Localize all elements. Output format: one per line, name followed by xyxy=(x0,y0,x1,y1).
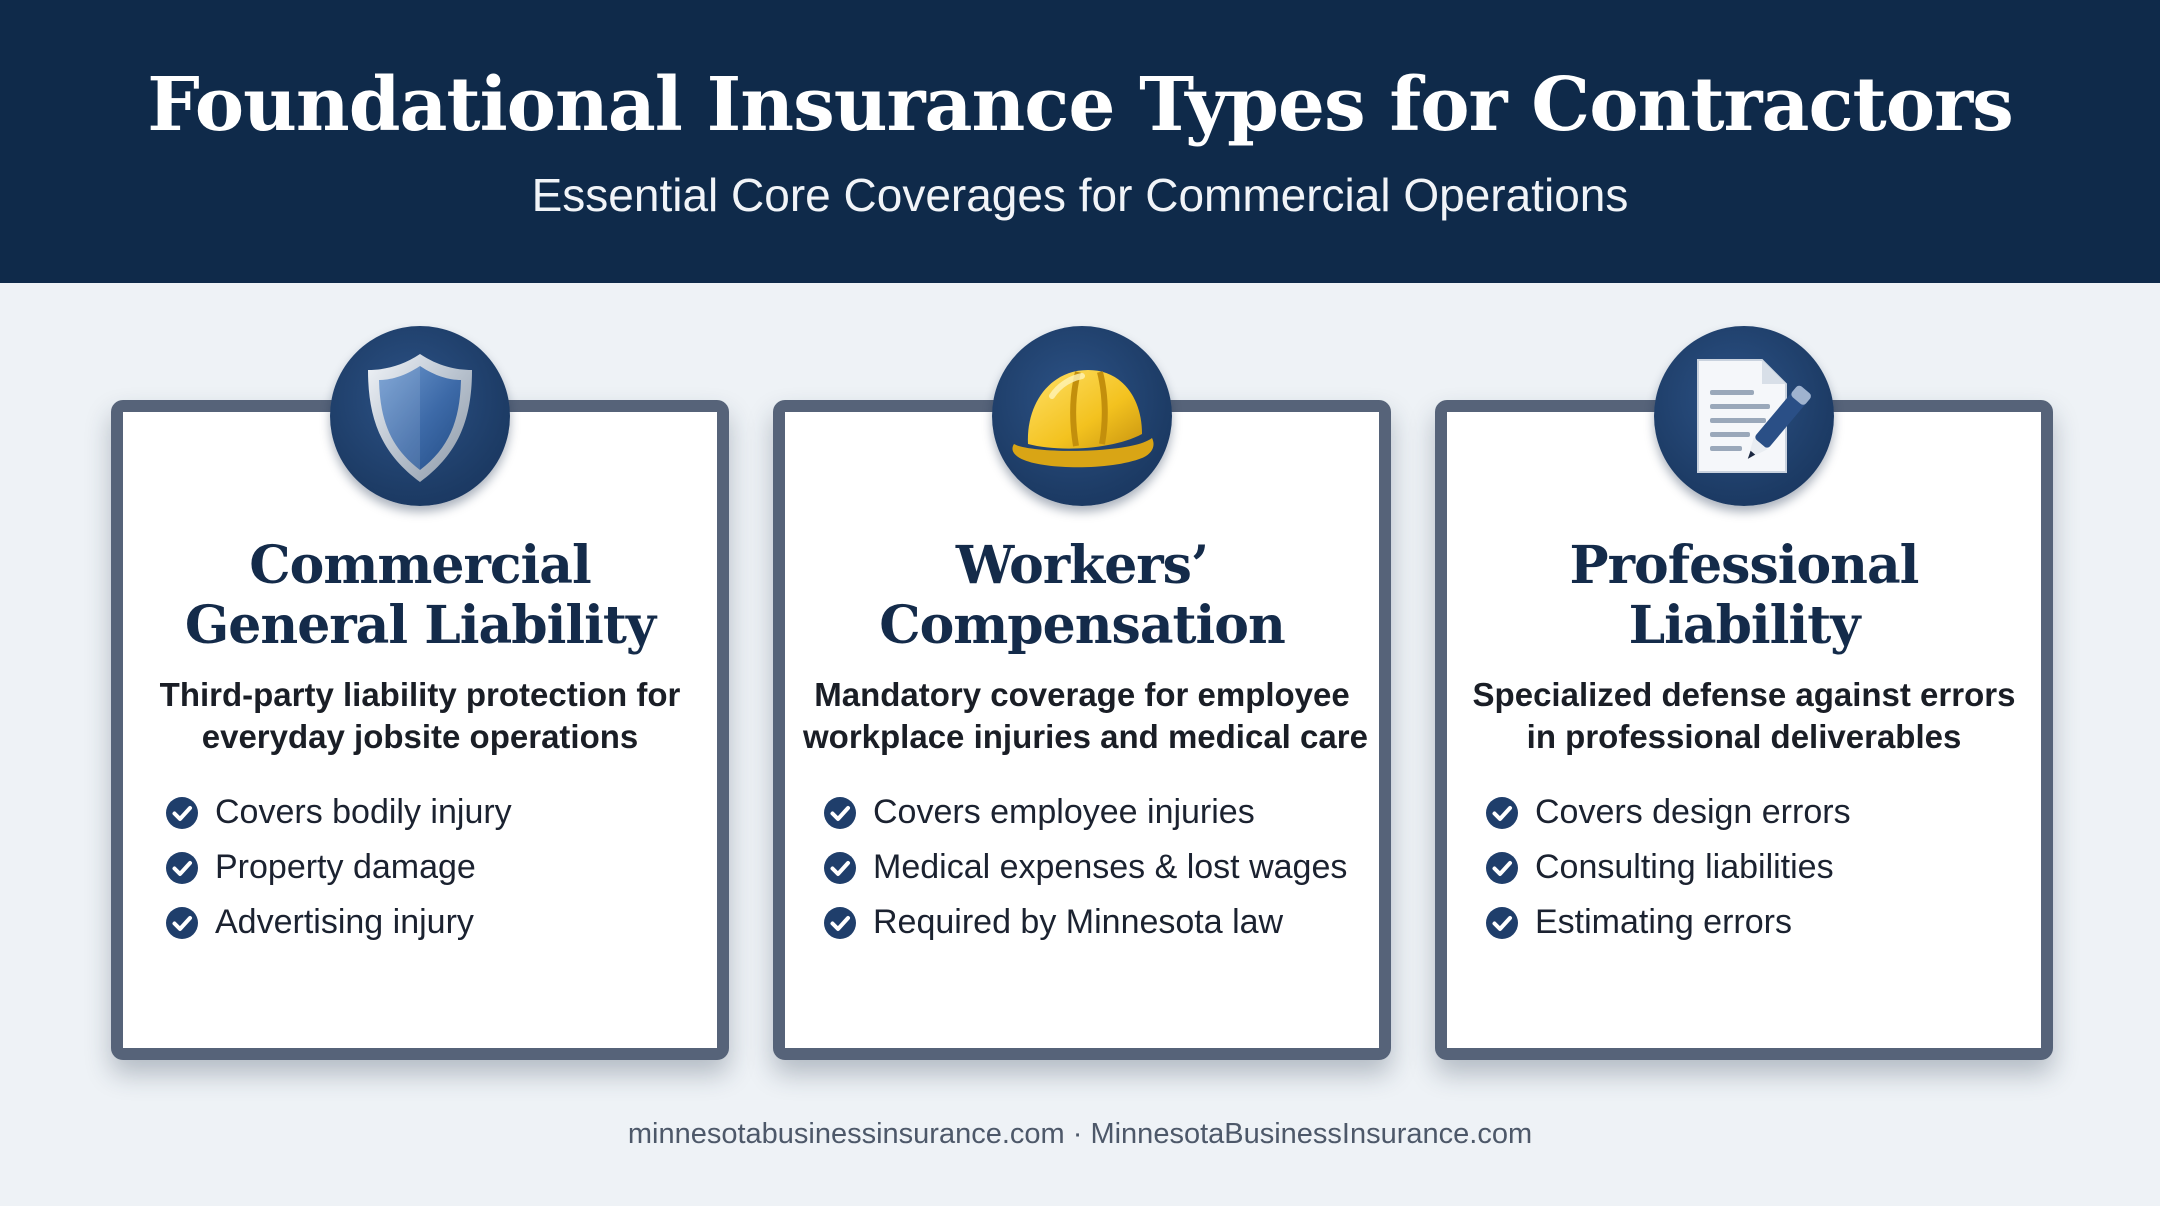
card-title-line: Liability xyxy=(1628,595,1860,656)
header-banner xyxy=(0,0,2160,283)
card-description-line: Mandatory coverage for employee xyxy=(814,676,1350,713)
card-description-line: workplace injuries and medical care xyxy=(803,718,1368,755)
bullet-list xyxy=(823,792,1369,957)
document-badge xyxy=(1654,326,1834,506)
list-item xyxy=(165,902,707,957)
footer-website: minnesotabusinessinsurance.com · MinnesotaBusinessInsurance.com xyxy=(627,1118,1533,1150)
card-title-line: Compensation xyxy=(879,595,1285,656)
list-item xyxy=(1485,792,2031,847)
bullet-text: Estimating errors xyxy=(1535,903,1792,941)
bullet-text: Property damage xyxy=(215,848,476,886)
card-title-line: General Liability xyxy=(184,595,656,656)
check-circle-icon xyxy=(1485,906,1519,940)
shield-icon xyxy=(330,326,510,506)
card-description xyxy=(803,674,1368,758)
card-title-line: Professional xyxy=(1569,535,1919,596)
list-item xyxy=(165,792,707,847)
bullet-text: Covers bodily injury xyxy=(215,793,512,831)
card-description xyxy=(141,674,699,758)
list-item xyxy=(823,847,1369,902)
card-description-line: Third-party liability protection for xyxy=(159,676,681,713)
card-description-line: Specialized defense against errors xyxy=(1472,676,2016,713)
bullet-text: Consulting liabilities xyxy=(1535,848,1834,886)
list-item xyxy=(1485,902,2031,957)
card-title xyxy=(785,536,1379,656)
bullet-text: Required by Minnesota law xyxy=(873,903,1284,941)
check-circle-icon xyxy=(823,796,857,830)
card-title-line: Commercial xyxy=(249,535,591,596)
card-description-line: in professional deliverables xyxy=(1526,718,1962,755)
list-item xyxy=(1485,847,2031,902)
bullet-list xyxy=(1485,792,2031,957)
shield-badge xyxy=(330,326,510,506)
hard-hat-badge xyxy=(992,326,1172,506)
check-circle-icon xyxy=(823,906,857,940)
check-circle-icon xyxy=(165,851,199,885)
list-item xyxy=(165,847,707,902)
check-circle-icon xyxy=(165,796,199,830)
card-description-line: everyday jobsite operations xyxy=(201,718,639,755)
bullet-text: Covers design errors xyxy=(1535,793,1851,831)
check-circle-icon xyxy=(823,851,857,885)
bullet-list xyxy=(165,792,707,957)
page-subtitle: Essential Core Coverages for Commercial Operations xyxy=(531,169,1629,221)
check-circle-icon xyxy=(1485,796,1519,830)
bullet-text: Medical expenses & lost wages xyxy=(873,848,1348,886)
card-title-line: Workers’ xyxy=(955,535,1209,596)
bullet-text: Covers employee injuries xyxy=(873,793,1255,831)
list-item xyxy=(823,792,1369,847)
card-title xyxy=(1447,536,2041,656)
card-description xyxy=(1465,674,2023,758)
bullet-text: Advertising injury xyxy=(215,903,474,941)
check-circle-icon xyxy=(1485,851,1519,885)
page-title: Foundational Insurance Types for Contractors xyxy=(147,62,2013,148)
card-title xyxy=(123,536,717,656)
check-circle-icon xyxy=(165,906,199,940)
hard-hat-icon xyxy=(992,326,1172,506)
list-item xyxy=(823,902,1369,957)
document-pen-icon xyxy=(1654,326,1834,506)
